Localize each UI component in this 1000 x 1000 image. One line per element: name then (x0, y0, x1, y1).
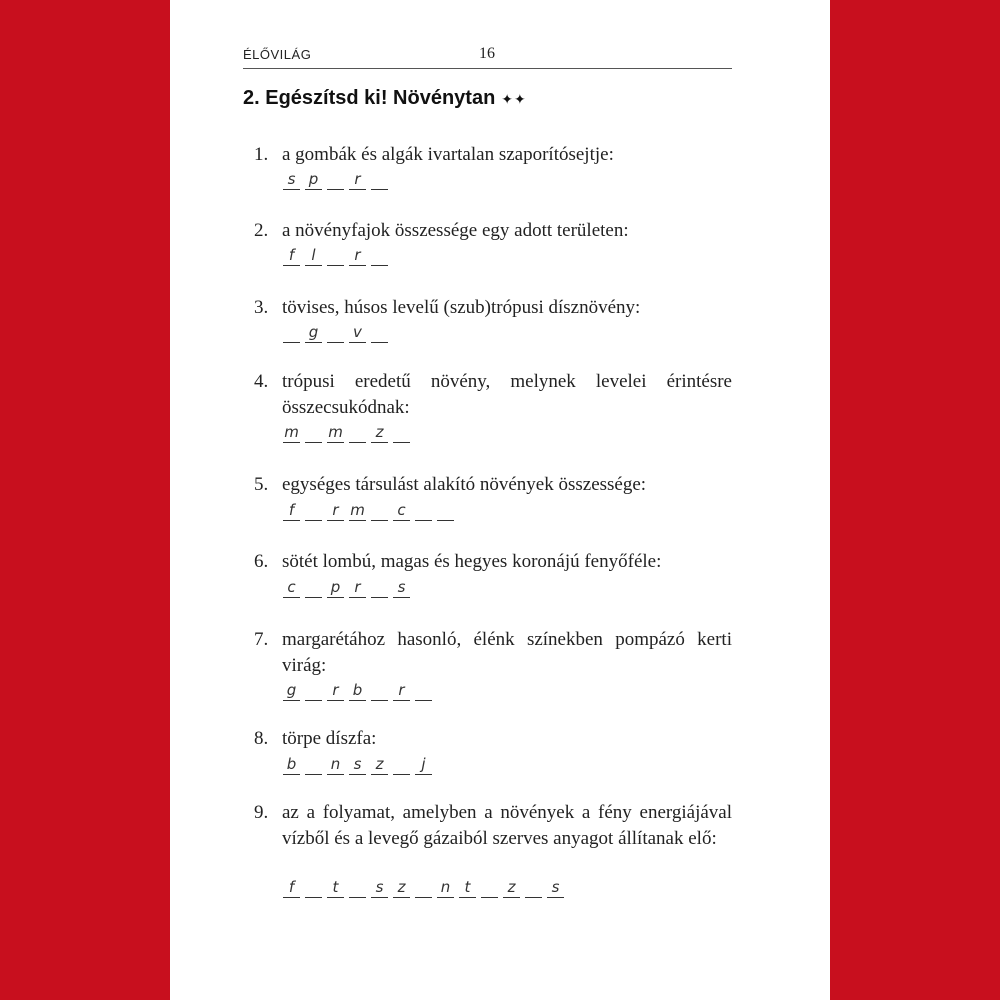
answer-blanks (283, 313, 393, 343)
answer-letter: l (305, 245, 322, 266)
answer-letter: g (283, 680, 300, 701)
answer-blank[interactable] (437, 500, 454, 521)
item-number: 8. (254, 728, 269, 749)
answer-blank[interactable] (393, 754, 410, 775)
answer-letter: p (305, 169, 322, 190)
item-number: 3. (254, 297, 269, 318)
answer-blank[interactable] (371, 680, 388, 701)
answer-letter: t (459, 877, 476, 898)
answer-blank[interactable] (371, 577, 388, 598)
answer-letter: g (305, 322, 322, 343)
answer-letter: p (327, 577, 344, 598)
item-clue: a gombák és algák ivartalan szaporítósejtje: (282, 144, 614, 165)
answer-letter: b (283, 754, 300, 775)
page-number: 16 (479, 45, 495, 62)
item-clue: egységes társulást alakító növények összessége: (282, 474, 647, 495)
answer-blank[interactable] (415, 680, 432, 701)
answer-letter: z (371, 422, 388, 443)
answer-letter: m (350, 501, 365, 519)
answer-blank[interactable] (305, 680, 322, 701)
answer-blank[interactable] (371, 245, 388, 266)
answer-letter: v (349, 322, 366, 343)
answer-letter: s (349, 754, 366, 775)
item-clue: törpe díszfa: (282, 728, 377, 749)
item-number: 7. (254, 629, 269, 650)
answer-letter: s (283, 169, 300, 190)
answer-blank[interactable] (349, 422, 366, 443)
answer-blanks (283, 491, 459, 521)
answer-blank[interactable] (305, 754, 322, 775)
answer-letter: s (393, 577, 410, 598)
answer-blank[interactable] (305, 422, 322, 443)
exercise-title (243, 87, 527, 110)
item-number: 4. (254, 371, 269, 392)
answer-blanks (283, 568, 415, 598)
item-clue: az a folyamat, amelyben a növények a fény energiájával vízből és a levegő gázaiból szerves anyagot állítanak elő: (282, 802, 732, 849)
answer-blank[interactable] (305, 877, 322, 898)
answer-blank[interactable] (415, 877, 432, 898)
answer-blank[interactable] (371, 500, 388, 521)
answer-letter: r (393, 680, 410, 701)
answer-letter: m (328, 423, 343, 441)
item-clue: a növényfajok összessége egy adott területen: (282, 220, 629, 241)
answer-letter: r (327, 680, 344, 701)
answer-blank[interactable] (481, 877, 498, 898)
section-name: ÉLŐVILÁG (243, 47, 312, 62)
answer-blank[interactable] (327, 169, 344, 190)
answer-letter: s (371, 877, 388, 898)
item-number: 5. (254, 474, 269, 495)
workbook-page (170, 0, 830, 1000)
answer-blank[interactable] (371, 322, 388, 343)
answer-letter: j (415, 754, 432, 775)
item-number: 1. (254, 144, 269, 165)
answer-letter: r (327, 500, 344, 521)
answer-letter: z (371, 754, 388, 775)
answer-blanks (283, 413, 415, 443)
item-clue: tövises, húsos levelű (szub)trópusi dísznövény: (282, 297, 641, 318)
item-number: 9. (254, 802, 269, 823)
answer-blank[interactable] (349, 877, 366, 898)
answer-letter: c (393, 500, 410, 521)
answer-letter: t (327, 877, 344, 898)
item-clue: margarétához hasonló, élénk színekben pompázó kerti virág: (282, 629, 732, 676)
answer-blanks (283, 236, 393, 266)
answer-letter: c (283, 577, 300, 598)
answer-blanks (283, 745, 437, 775)
answer-blank[interactable] (393, 422, 410, 443)
difficulty-stars-icon: ✦✦ (501, 91, 527, 107)
answer-letter: n (437, 877, 454, 898)
answer-blank[interactable] (305, 500, 322, 521)
item-clue: sötét lombú, magas és hegyes koronájú fenyőféle: (282, 551, 662, 572)
running-header (243, 44, 732, 69)
answer-letter: f (283, 245, 300, 266)
answer-letter: b (349, 680, 366, 701)
item-number: 2. (254, 220, 269, 241)
answer-blank[interactable] (525, 877, 542, 898)
item-clue: trópusi eredetű növény, melynek levelei érintésre összecsukódnak: (282, 371, 732, 418)
exercise-title-text: 2. Egészítsd ki! Növénytan (243, 87, 496, 109)
answer-letter: f (283, 500, 300, 521)
answer-blank[interactable] (327, 245, 344, 266)
answer-letter: s (547, 877, 564, 898)
answer-letter: n (327, 754, 344, 775)
answer-letter: r (349, 245, 366, 266)
answer-blank[interactable] (415, 500, 432, 521)
answer-letter: f (283, 877, 300, 898)
answer-letter: m (284, 423, 299, 441)
answer-blanks (283, 868, 569, 898)
answer-blank[interactable] (371, 169, 388, 190)
answer-letter: z (503, 877, 520, 898)
answer-letter: r (349, 577, 366, 598)
answer-blank[interactable] (283, 322, 300, 343)
answer-blanks (283, 671, 437, 701)
item-number: 6. (254, 551, 269, 572)
answer-blank[interactable] (327, 322, 344, 343)
answer-letter: r (349, 169, 366, 190)
answer-blanks (283, 160, 393, 190)
answer-blank[interactable] (305, 577, 322, 598)
answer-letter: z (393, 877, 410, 898)
